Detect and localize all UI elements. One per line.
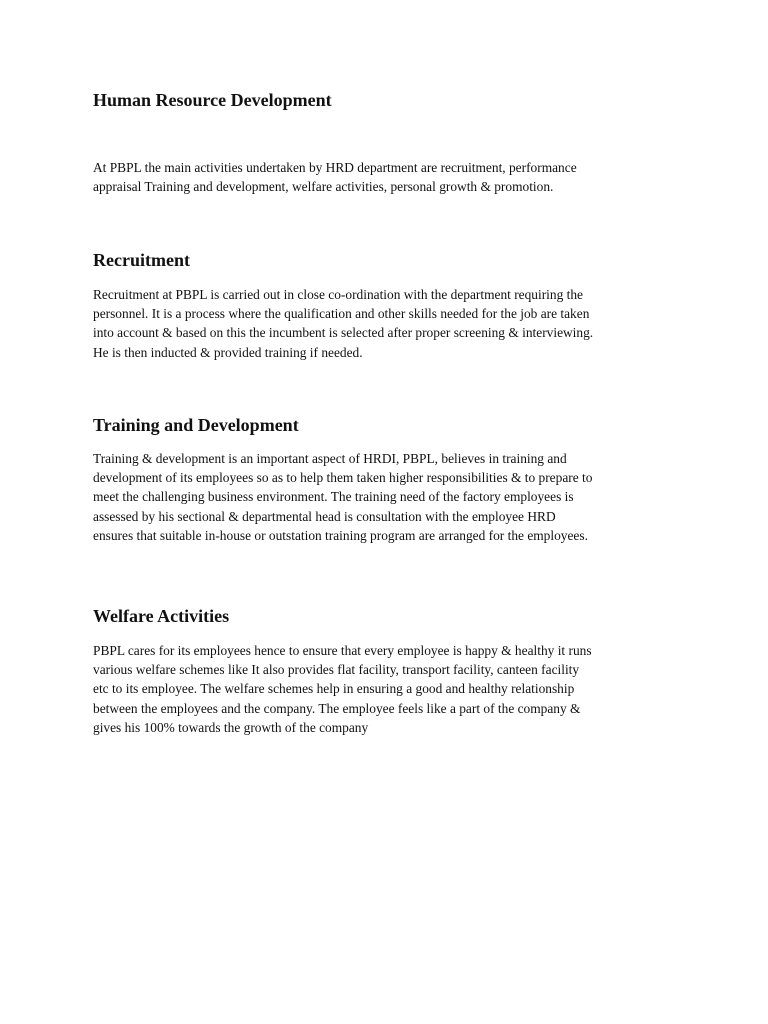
text-line: At PBPL the main activities undertaken by HRD department are recruitment, performance — [93, 160, 577, 175]
page-title: Human Resource Development — [93, 90, 332, 110]
text-line: ensures that suitable in-house or outstation training program are arranged for the employees. — [93, 527, 588, 543]
text-line: various welfare schemes like It also provides flat facility, transport facility, canteen facility — [93, 662, 580, 678]
text-line: assessed by his sectional & departmental head is consultation with the employee HRD — [93, 508, 556, 524]
section-heading-welfare: Welfare Activities — [93, 606, 230, 626]
text-line: between the employees and the company. The employee feels like a part of the company & — [93, 700, 581, 716]
recruitment-paragraph — [93, 285, 593, 362]
text-line: Recruitment at PBPL is carried out in close co-ordination with the department requiring the — [93, 287, 583, 302]
intro-paragraph — [93, 158, 577, 196]
text-line: development of its employees so as to help them taken higher responsibilities & to prepare to — [93, 470, 593, 486]
section-heading-training: Training and Development — [93, 415, 299, 435]
text-line: personnel. It is a process where the qualification and other skills needed for the job are taken — [93, 306, 590, 322]
text-line: etc to its employee. The welfare schemes help in ensuring a good and healthy relationship — [93, 681, 575, 697]
text-line: meet the challenging business environment. The training need of the factory employees is — [93, 489, 574, 505]
text-line: gives his 100% towards the growth of the company — [93, 719, 369, 735]
welfare-paragraph — [93, 641, 592, 737]
text-line: into account & based on this the incumbent is selected after proper screening & interviewing. — [93, 325, 594, 341]
training-paragraph — [93, 449, 592, 545]
section-heading-recruitment: Recruitment — [93, 250, 190, 270]
text-line: He is then inducted & provided training if needed. — [93, 344, 363, 360]
text-line: Training & development is an important aspect of HRDI, PBPL, believes in training and — [93, 451, 567, 466]
text-line: appraisal Training and development, welfare activities, personal growth & promotion. — [93, 179, 554, 195]
text-line: PBPL cares for its employees hence to ensure that every employee is happy & healthy it runs — [93, 643, 592, 658]
